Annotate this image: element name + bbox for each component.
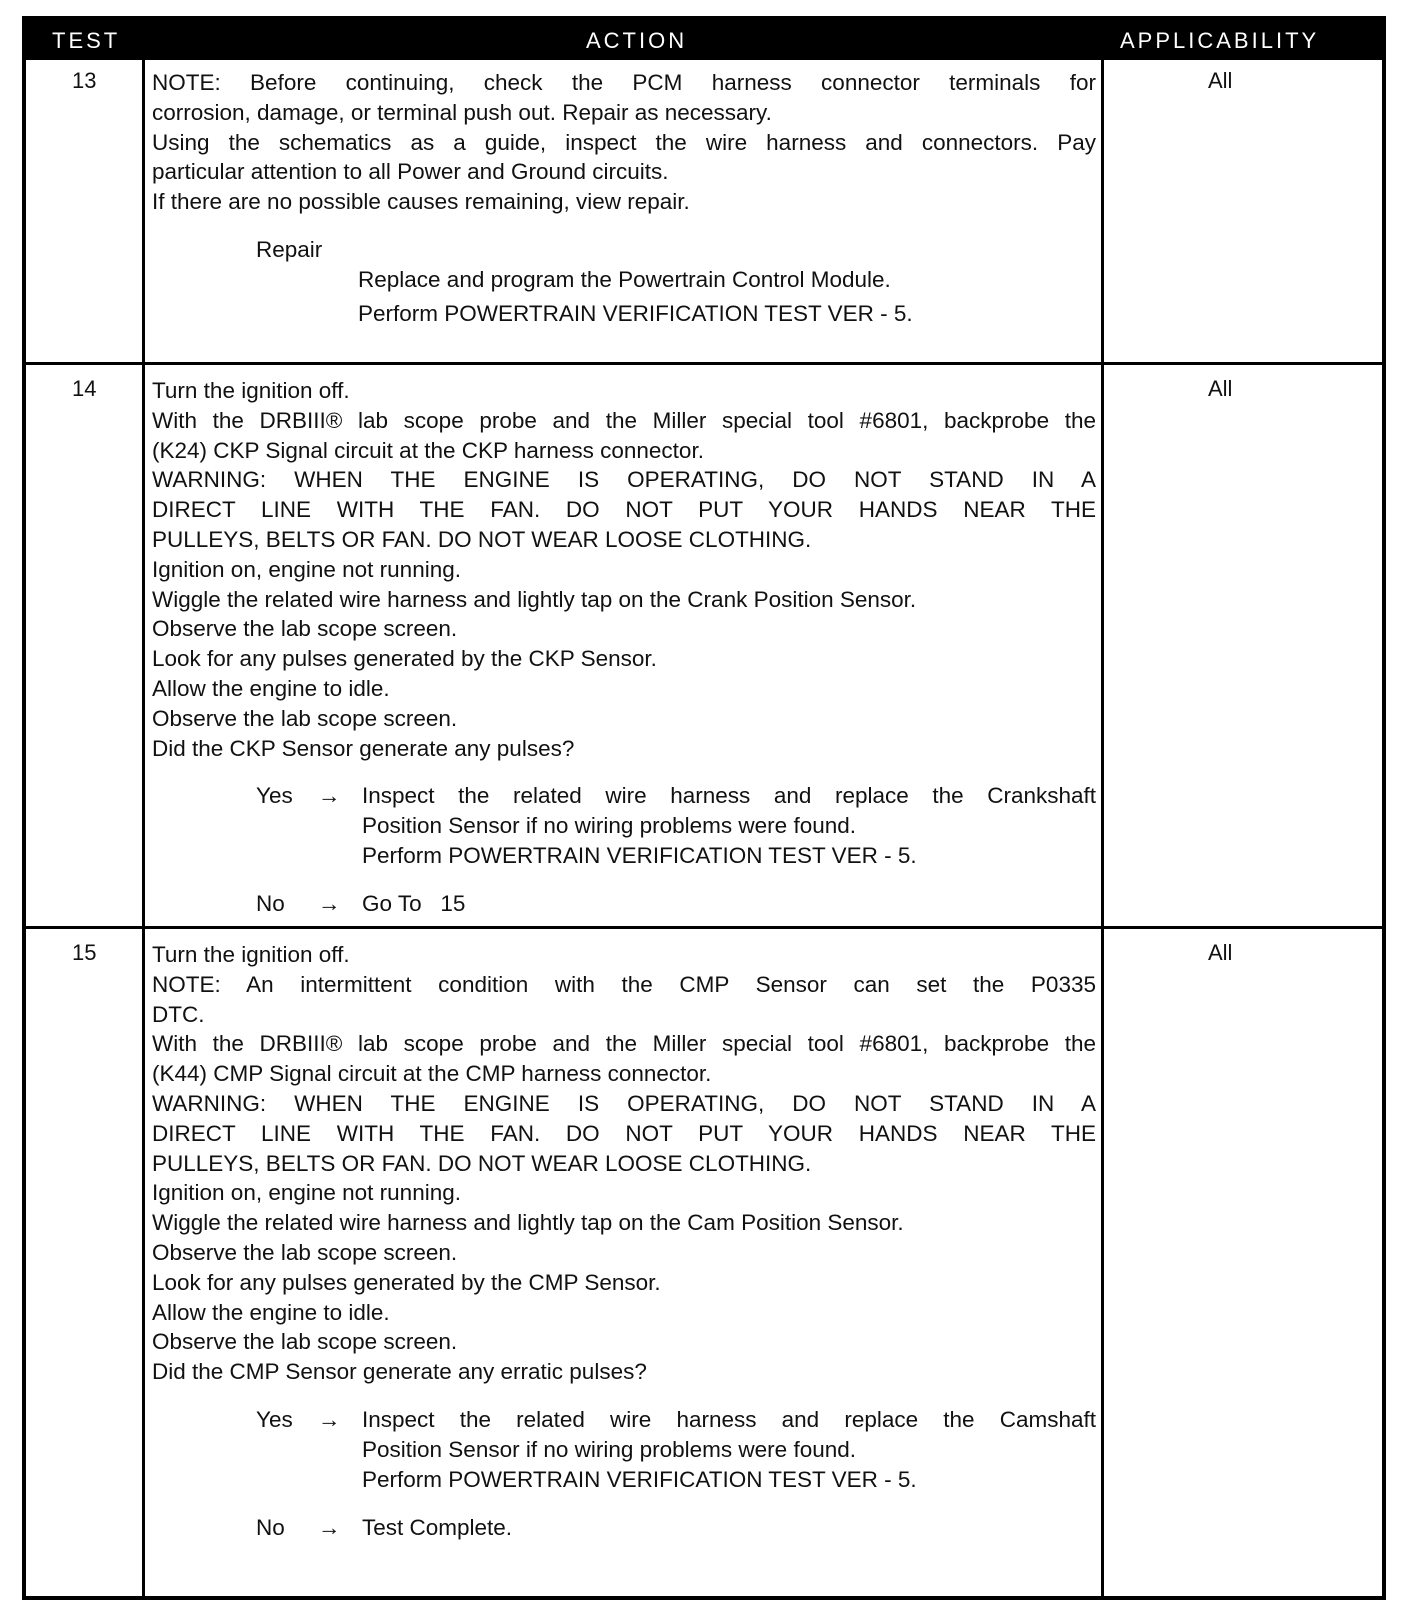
action-line: Observe the lab scope screen. [152, 1239, 458, 1265]
table-header [26, 20, 1382, 60]
action-line: DTC. [152, 1001, 205, 1027]
column-divider [1101, 60, 1104, 1596]
yes-branch-cont [152, 1435, 1096, 1465]
action-line: With the DRBIII® lab scope probe and the Miller special tool #6801, backprobe the [152, 407, 1096, 433]
warning-line: DIRECT LINE WITH THE FAN. DO NOT PUT YOUR HANDS NEAR THE [152, 1120, 1096, 1146]
row-divider [26, 362, 1382, 365]
repair-line: Replace and program the Powertrain Control Module. [358, 266, 891, 292]
repair-step [152, 299, 1096, 329]
action-line: NOTE: An intermittent condition with the CMP Sensor can set the P0335 [152, 971, 1096, 997]
action-cell [152, 376, 1096, 919]
applicability-value: All [1208, 376, 1233, 401]
yes-line: Inspect the related wire harness and replace the Crankshaft [362, 783, 1096, 809]
action-line: Look for any pulses generated by the CKP Sensor. [152, 646, 657, 672]
no-result: Test Complete. [362, 1514, 513, 1540]
action-cell [152, 68, 1096, 329]
action-line: With the DRBIII® lab scope probe and the Miller special tool #6801, backprobe the [152, 1031, 1096, 1057]
row-divider [26, 926, 1382, 929]
action-line: (K24) CKP Signal circuit at the CKP harness connector. [152, 437, 704, 463]
action-line: Ignition on, engine not running. [152, 1180, 461, 1206]
no-goto: Go To 15 [362, 891, 466, 917]
arrow-icon: → [318, 1406, 341, 1432]
action-line: Observe the lab scope screen. [152, 616, 458, 642]
repair-line: Perform POWERTRAIN VERIFICATION TEST VER - 5. [358, 300, 913, 326]
action-line: Wiggle the related wire harness and lightly tap on the Crank Position Sensor. [152, 586, 917, 612]
yes-line: Position Sensor if no wiring problems were found. [362, 813, 857, 839]
warning-line: DIRECT LINE WITH THE FAN. DO NOT PUT YOUR HANDS NEAR THE [152, 497, 1096, 523]
repair-step [152, 265, 1096, 295]
no-branch [152, 889, 1096, 919]
column-divider [142, 60, 145, 1596]
action-line: Observe the lab scope screen. [152, 1329, 458, 1355]
yes-line: Perform POWERTRAIN VERIFICATION TEST VER - 5. [362, 843, 917, 869]
action-line: NOTE: Before continuing, check the PCM harness connector terminals for [152, 70, 1096, 95]
warning-line: WARNING: WHEN THE ENGINE IS OPERATING, DO NOT STAND IN A [152, 467, 1096, 493]
action-line: corrosion, damage, or terminal push out. Repair as necessary. [152, 99, 772, 125]
arrow-icon: → [318, 891, 341, 917]
yes-branch-cont [152, 841, 1096, 871]
no-branch [152, 1513, 1096, 1543]
action-line: Observe the lab scope screen. [152, 705, 458, 731]
action-line: Allow the engine to idle. [152, 675, 390, 701]
yes-branch-cont [152, 1465, 1096, 1495]
action-line: Using the schematics as a guide, inspect the wire harness and connectors. Pay [152, 129, 1096, 155]
yes-branch [152, 1405, 1096, 1435]
action-line: (K44) CMP Signal circuit at the CMP harness connector. [152, 1061, 712, 1087]
yes-label: Yes [256, 783, 293, 809]
action-line: If there are no possible causes remaining, view repair. [152, 189, 690, 215]
applicability-value: All [1208, 68, 1233, 93]
action-line: Turn the ignition off. [152, 942, 350, 967]
action-line: particular attention to all Power and Ground circuits. [152, 159, 669, 185]
diagnostic-table [22, 16, 1386, 1600]
repair-block [152, 235, 1096, 265]
header-test: TEST [52, 28, 121, 53]
action-line: Ignition on, engine not running. [152, 556, 461, 582]
header-action: ACTION [586, 28, 688, 53]
action-line: Did the CKP Sensor generate any pulses? [152, 735, 575, 761]
action-cell [152, 940, 1096, 1543]
yes-line: Perform POWERTRAIN VERIFICATION TEST VER - 5. [362, 1466, 917, 1492]
yes-line: Inspect the related wire harness and replace the Camshaft [362, 1406, 1096, 1432]
test-number: 13 [72, 68, 97, 93]
action-line: Did the CMP Sensor generate any erratic pulses? [152, 1359, 647, 1385]
applicability-value: All [1208, 940, 1233, 965]
yes-line: Position Sensor if no wiring problems were found. [362, 1436, 857, 1462]
action-line: Turn the ignition off. [152, 378, 350, 403]
yes-branch [152, 781, 1096, 811]
header-applicability: APPLICABILITY [1120, 28, 1320, 53]
warning-line: PULLEYS, BELTS OR FAN. DO NOT WEAR LOOSE CLOTHING. [152, 526, 812, 552]
arrow-icon: → [318, 1514, 341, 1540]
action-line: Allow the engine to idle. [152, 1299, 390, 1325]
no-label: No [256, 1514, 285, 1540]
action-line: Wiggle the related wire harness and lightly tap on the Cam Position Sensor. [152, 1210, 904, 1236]
action-line: Look for any pulses generated by the CMP Sensor. [152, 1269, 661, 1295]
warning-line: PULLEYS, BELTS OR FAN. DO NOT WEAR LOOSE CLOTHING. [152, 1150, 812, 1176]
warning-line: WARNING: WHEN THE ENGINE IS OPERATING, DO NOT STAND IN A [152, 1090, 1096, 1116]
arrow-icon: → [318, 783, 341, 809]
no-label: No [256, 891, 285, 917]
test-number: 14 [72, 376, 97, 401]
repair-label: Repair [256, 236, 323, 262]
yes-label: Yes [256, 1406, 293, 1432]
test-number: 15 [72, 940, 97, 965]
yes-branch-cont [152, 811, 1096, 841]
